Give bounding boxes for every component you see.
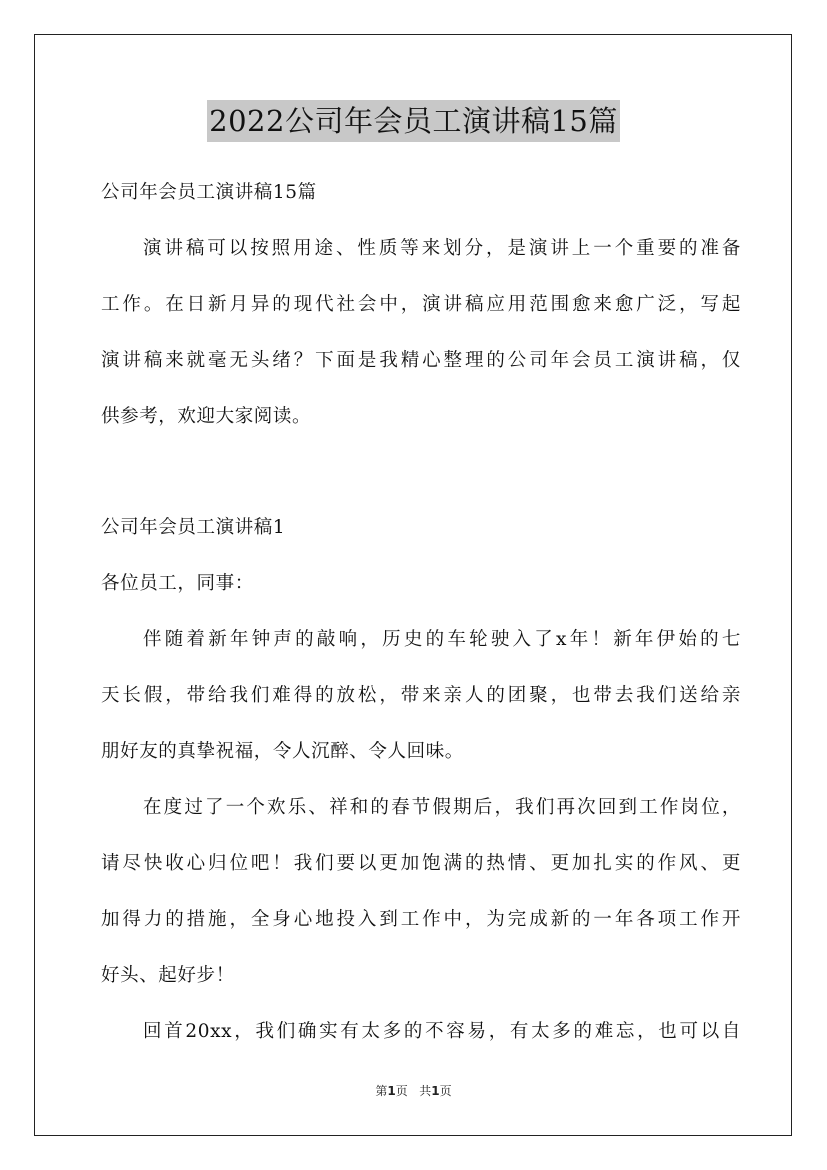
- paragraph-line: 伴随着新年钟声的敲响，历史的车轮驶入了x年！新年伊始的七: [143, 629, 741, 650]
- paragraph-line: 请尽快收心归位吧！我们要以更加饱满的热情、更加扎实的作风、更: [101, 853, 741, 874]
- total-pages: 1: [431, 1084, 440, 1098]
- intro-line: 演讲稿来就毫无头绪？下面是我精心整理的公司年会员工演讲稿，仅: [101, 350, 741, 371]
- document-subtitle: 公司年会员工演讲稿15篇: [101, 182, 317, 203]
- document-title: 2022公司年会员工演讲稿15篇: [207, 100, 620, 142]
- paragraph-line: 在度过了一个欢乐、祥和的春节假期后，我们再次回到工作岗位，: [143, 797, 741, 818]
- page-prefix: 第: [375, 1084, 388, 1098]
- page-number: 1: [387, 1084, 396, 1098]
- total-prefix: 共: [419, 1084, 432, 1098]
- paragraph-line: 天长假，带给我们难得的放松，带来亲人的团聚，也带去我们送给亲: [101, 685, 741, 706]
- section-heading: 公司年会员工演讲稿1: [101, 517, 286, 538]
- document-title-container: [0, 100, 827, 142]
- total-suffix: 页: [439, 1084, 452, 1098]
- paragraph-line: 朋好友的真挚祝福，令人沉醉、令人回味。: [101, 741, 464, 762]
- intro-line: 工作。在日新月异的现代社会中，演讲稿应用范围愈来愈广泛，写起: [101, 294, 741, 315]
- paragraph-line: 回首20xx，我们确实有太多的不容易，有太多的难忘，也可以自: [143, 1021, 741, 1042]
- salutation: 各位员工，同事：: [101, 573, 254, 594]
- intro-line: 供参考，欢迎大家阅读。: [101, 406, 312, 427]
- page-footer: [0, 1082, 827, 1099]
- page-suffix: 页: [395, 1084, 408, 1098]
- paragraph-line: 加得力的措施，全身心地投入到工作中，为完成新的一年各项工作开: [101, 909, 741, 930]
- intro-line: 演讲稿可以按照用途、性质等来划分，是演讲上一个重要的准备: [143, 238, 741, 259]
- paragraph-line: 好头、起好步！: [101, 965, 235, 986]
- section-gap: [101, 450, 741, 505]
- document-body: [101, 170, 741, 1065]
